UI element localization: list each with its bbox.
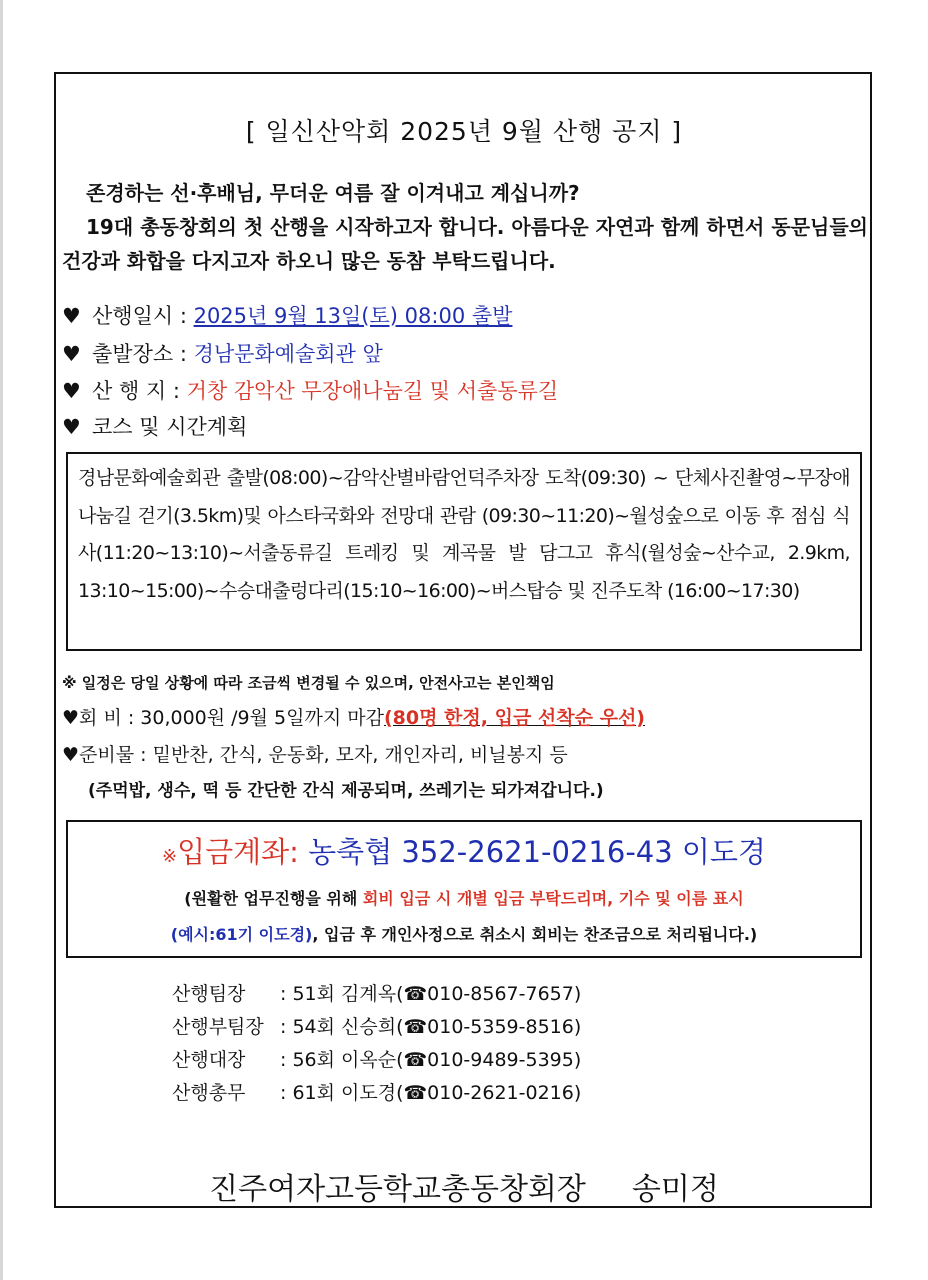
page-edge	[0, 0, 3, 1280]
item-course	[62, 412, 247, 442]
footer-name: 송미정	[631, 1172, 719, 1207]
account-note-2	[68, 922, 860, 945]
prep-value: 밑반찬, 간식, 운동화, 모자, 개인자리, 비닐봉지 등	[152, 744, 568, 766]
contact-role: 산행총무	[172, 1082, 246, 1104]
account-note-1b: 회비 입금 시 개별 입금 부탁드리며, 기수 및 이름 표시	[362, 889, 744, 908]
course-box: 경남문화예술회관 출발(08:00)~감악산별바람언덕주차장 도착(09:30) ~ 단체사진촬영~무장애나눔길 걷기(3.5km)및 아스타국화와 전망대 관람 (09:30~11:20)~월성숲으로 이동 후 점심 식사(11:20~13:10)~서출동류길 트레킹 및 계곡물 발 담그고 휴식(월성숲~산수교, 2.9km, 13:10~15:00)~수승대출렁다리(15:10~16:00)~버스탑승 및 진주도착 (16:00~17:30)	[66, 452, 862, 651]
contact-row	[172, 978, 581, 1011]
contact-row	[172, 1077, 581, 1110]
heart-icon: ♥	[62, 304, 81, 328]
page-title: [ 일신산악회 2025년 9월 산행 공지 ]	[245, 117, 683, 146]
contact-detail: : 61회 이도경(☎010-2621-0216)	[280, 1082, 582, 1104]
notice-text: ※ 일정은 당일 상황에 따라 조금씩 변경될 수 있으며, 안전사고는 본인책임	[62, 674, 555, 692]
heart-icon: ♥	[62, 379, 81, 403]
contact-list	[172, 978, 581, 1110]
heart-icon: ♥	[62, 707, 80, 729]
account-number: 농축협 352-2621-0216-43 이도경	[308, 835, 766, 869]
account-label: 입금계좌:	[177, 835, 309, 869]
contact-detail: : 56회 이옥순(☎010-9489-5395)	[280, 1049, 582, 1071]
item-destination-value: 거창 감악산 무장애나눔길 및 서출동류길	[186, 379, 559, 403]
contact-role: 산행대장	[172, 1049, 246, 1071]
greeting-line-2: 19대 총동창회의 첫 산행을 시작하고자 합니다. 아름다운 자연과 함께 하면서 동문님들의 건강과 화합을 다지고자 하오니 많은 동참 부탁드립니다.	[62, 215, 868, 273]
item-course-label: 코스 및 시간계획	[92, 415, 248, 439]
contact-detail: : 51회 김계옥(☎010-8567-7657)	[280, 983, 582, 1005]
contact-row	[172, 1044, 581, 1077]
account-note-1	[68, 886, 860, 909]
account-main	[68, 830, 860, 871]
account-box	[66, 820, 862, 958]
contact-row	[172, 1011, 581, 1044]
heart-icon: ♥	[62, 342, 81, 366]
reference-mark: ※	[162, 846, 178, 867]
account-note-2a: (예시:61기 이도경)	[170, 925, 313, 944]
item-date-label: 산행일시 :	[92, 304, 194, 328]
item-date-value: 2025년 9월 13일(토) 08:00 출발	[193, 304, 513, 328]
heart-icon: ♥	[62, 744, 80, 766]
account-note-2b: , 입금 후 개인사정으로 취소시 회비는 찬조금으로 처리됩니다.)	[312, 925, 758, 944]
footer-org: 진주여자고등학교총동창회장	[209, 1172, 586, 1207]
prep-line	[62, 740, 568, 767]
fee-highlight: (80명 한정, 입금 선착순 우선)	[383, 707, 645, 729]
contact-detail: : 54회 신승희(☎010-5359-8516)	[280, 1016, 582, 1038]
contact-role: 산행부팀장	[172, 1016, 264, 1038]
item-place	[62, 339, 383, 369]
fee-line	[62, 703, 645, 730]
item-place-value: 경남문화예술회관 앞	[193, 342, 383, 366]
signature-line	[0, 1164, 928, 1208]
item-destination-label: 산 행 지 :	[92, 379, 187, 403]
contact-role: 산행팀장	[172, 983, 246, 1005]
item-date	[62, 301, 512, 331]
item-destination	[62, 376, 558, 406]
prep-label: 준비물 :	[79, 744, 153, 766]
account-note-1a: (원활한 업무진행을 위해	[184, 889, 363, 908]
fee-label: 회 비 :	[79, 707, 141, 729]
prep-note: (주먹밥, 생수, 떡 등 간단한 간식 제공되며, 쓰레기는 되가져갑니다.)	[88, 781, 604, 801]
item-place-label: 출발장소 :	[92, 342, 194, 366]
fee-value: 30,000원 /9월 5일까지 마감	[140, 707, 384, 729]
heart-icon: ♥	[62, 415, 81, 439]
greeting-line-1: 존경하는 선·후배님, 무더운 여름 잘 이겨내고 계십니까?	[86, 181, 580, 205]
